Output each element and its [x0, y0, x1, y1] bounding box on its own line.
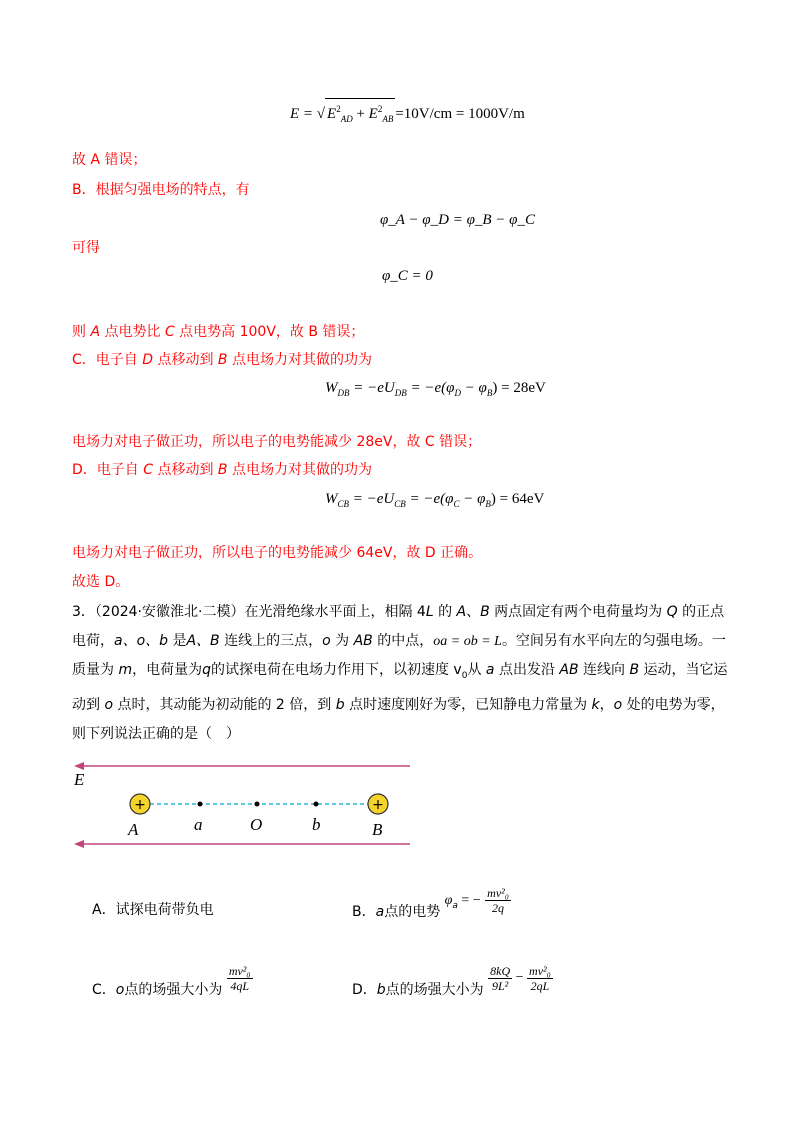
t: = −eU — [349, 491, 395, 507]
equation-work-cb — [325, 489, 544, 514]
line-a-wrong: 故 A 错误； — [72, 152, 147, 168]
t: 点电场力对其做的功为 — [227, 352, 372, 368]
t: q — [202, 662, 211, 678]
t: AB — [559, 662, 579, 678]
t: Q — [666, 604, 678, 620]
equation-work-db — [325, 378, 546, 403]
t: − φ — [460, 380, 487, 396]
t: 处的电势为零，则下列说法正确的是（ ） — [72, 696, 725, 742]
t: a、o、b — [114, 633, 173, 649]
t: 点的场强大小为 — [385, 982, 484, 998]
t: k — [591, 696, 600, 713]
arrowhead-top-icon — [74, 762, 84, 770]
t: 的 — [433, 604, 457, 620]
label-a-lower: a — [194, 815, 203, 834]
t: B． — [352, 904, 376, 920]
t: 为 — [330, 633, 354, 649]
t: D．电子自 — [72, 462, 144, 478]
t: L — [425, 604, 434, 620]
equation-potential-relation: φ_A − φ_D = φ_B − φ_C — [380, 212, 535, 228]
t: 4qL — [230, 978, 250, 993]
t: 8kQ — [490, 963, 511, 978]
t: ) = 28eV — [492, 380, 546, 396]
t: C — [143, 462, 154, 478]
option-d — [352, 956, 553, 1000]
option-a: A．试探电荷带负电 — [92, 902, 214, 918]
eq-rhs: =10V/cm = 1000V/m — [395, 106, 525, 122]
t: oa = ob = L — [433, 634, 502, 649]
plus-a: + — [134, 797, 146, 813]
t: φ — [444, 893, 453, 908]
t: B — [217, 462, 228, 478]
t: 9L² — [491, 978, 509, 993]
equation-field-magnitude — [290, 98, 525, 129]
point-o-dot — [255, 802, 260, 807]
label-b-lower: b — [312, 815, 321, 834]
t: 点出发沿 — [494, 662, 560, 678]
t: o — [613, 696, 623, 713]
t: = − — [457, 893, 481, 908]
t: 点时速度刚好为零，已知静电力常量为 — [344, 696, 592, 713]
t: o — [104, 696, 114, 713]
t: C — [453, 499, 460, 509]
option-c — [92, 956, 253, 1000]
point-b-dot — [314, 802, 319, 807]
t: 点的场强大小为 — [124, 982, 223, 998]
t: b — [335, 696, 345, 713]
t: B — [629, 662, 640, 678]
t: = −e(φ — [405, 491, 454, 507]
label-e: E — [74, 770, 85, 789]
label-b-upper: B — [372, 820, 383, 839]
t: AB — [353, 633, 373, 649]
t: mv²₀ — [487, 885, 509, 900]
t: 在光滑绝缘水平面上，相隔 4 — [244, 604, 426, 620]
t: ) = 64eV — [490, 491, 545, 507]
line-d-intro — [72, 460, 372, 480]
option-c-fraction — [227, 964, 253, 993]
option-d-fraction-1 — [488, 964, 512, 993]
t: 0 — [461, 670, 468, 681]
t: C．电子自 — [72, 352, 143, 368]
t: mv²₀ — [529, 963, 551, 978]
t: B — [485, 499, 491, 509]
t: − φ — [459, 491, 486, 507]
t: 连线向 — [578, 662, 630, 678]
t: 点移动到 — [153, 352, 218, 368]
eq-ead: E — [327, 106, 337, 122]
t: 的试探电荷在电场力作用下，以初速度 v — [210, 662, 462, 678]
option-b-fraction — [485, 886, 511, 915]
line-then: 可得 — [72, 240, 100, 256]
t: = −eU — [349, 380, 395, 396]
line-c-conclusion: 电场力对电子做正功，所以电子的电势能减少 28eV，故 C 错误； — [72, 434, 482, 450]
eq-eab: E — [368, 106, 378, 122]
t: 2q — [492, 900, 505, 915]
t: B — [486, 388, 493, 398]
t: D． — [352, 982, 377, 998]
t: 从 — [467, 662, 486, 678]
t: 、 — [466, 604, 481, 620]
sqrt-sign: √ — [316, 106, 326, 122]
t: − — [512, 970, 528, 985]
t: 的正点电荷， — [72, 604, 725, 649]
t: CB — [394, 499, 406, 509]
t: 点电势高 100V，故 B 错误； — [174, 324, 365, 340]
t: CB — [337, 499, 350, 509]
t: 点的电势 — [384, 904, 441, 920]
eq-sub-ab: AB — [382, 114, 394, 124]
equation-phi-c: φ_C = 0 — [382, 268, 433, 284]
line-d-conclusion: 电场力对电子做正功，所以电子的电势能减少 64eV，故 D 正确。 — [72, 545, 483, 561]
line-answer: 故选 D。 — [72, 574, 130, 590]
t: 的中点， — [372, 633, 434, 649]
t: mv²₀ — [228, 963, 251, 978]
line-b-intro: B．根据匀强电场的特点，有 — [72, 182, 250, 198]
question-3-text — [72, 598, 732, 749]
t: C — [164, 324, 175, 340]
t: DB — [394, 388, 407, 398]
question-number: 3． — [72, 604, 95, 620]
t: m — [118, 662, 133, 678]
t: A、B — [186, 633, 225, 649]
plus-b: + — [372, 797, 384, 813]
t: W — [325, 380, 338, 396]
sqrt-body — [325, 98, 395, 129]
t: 两点固定有两个电荷量均为 — [489, 604, 667, 620]
label-o: O — [250, 815, 263, 834]
point-a-dot — [198, 802, 203, 807]
t: D — [454, 388, 461, 398]
question-source: （2024·安徽淮北·二模） — [94, 604, 245, 620]
t: 点电势比 — [100, 324, 165, 340]
label-a-upper: A — [128, 820, 139, 839]
eq-sup-a: 2 — [336, 104, 341, 114]
t: o — [322, 633, 331, 649]
t: W — [325, 491, 338, 507]
t: 。空间另有水平向左的匀强电场。一质量为 — [72, 633, 726, 678]
t: 运动，当它运动到 — [72, 662, 728, 713]
t: o — [115, 982, 125, 998]
eq-sup-b: 2 — [377, 104, 383, 114]
field-diagram — [70, 760, 415, 855]
t: 点电场力对其做的功为 — [227, 462, 372, 478]
option-d-fraction-2 — [527, 964, 553, 993]
t: = −e(φ — [406, 380, 455, 396]
eq-sub-ad: AD — [340, 114, 353, 124]
line-b-conclusion — [72, 322, 364, 342]
t: 2qL — [530, 978, 550, 993]
t: 点移动到 — [153, 462, 218, 478]
t: a — [452, 900, 458, 911]
t: A — [456, 604, 467, 620]
t: 则 — [72, 324, 91, 340]
t: ， — [599, 696, 614, 713]
eq-lhs: E = — [290, 106, 317, 122]
t: C． — [92, 982, 116, 998]
option-b — [352, 878, 511, 922]
t: 点时，其动能为初动能的 2 倍，到 — [113, 696, 336, 713]
t: b — [376, 982, 386, 998]
t: B — [217, 352, 228, 368]
t: a — [375, 904, 385, 920]
line-c-intro — [72, 350, 372, 370]
t: DB — [337, 388, 350, 398]
t: D — [142, 352, 154, 368]
t: B — [480, 604, 490, 620]
t: ，电荷量为 — [132, 662, 203, 678]
t: 是 — [172, 633, 187, 649]
t: A — [90, 324, 101, 340]
arrowhead-bottom-icon — [74, 840, 84, 848]
t: a — [485, 662, 495, 678]
t: 连线上的三点， — [224, 633, 323, 649]
eq-plus: + — [352, 106, 369, 122]
